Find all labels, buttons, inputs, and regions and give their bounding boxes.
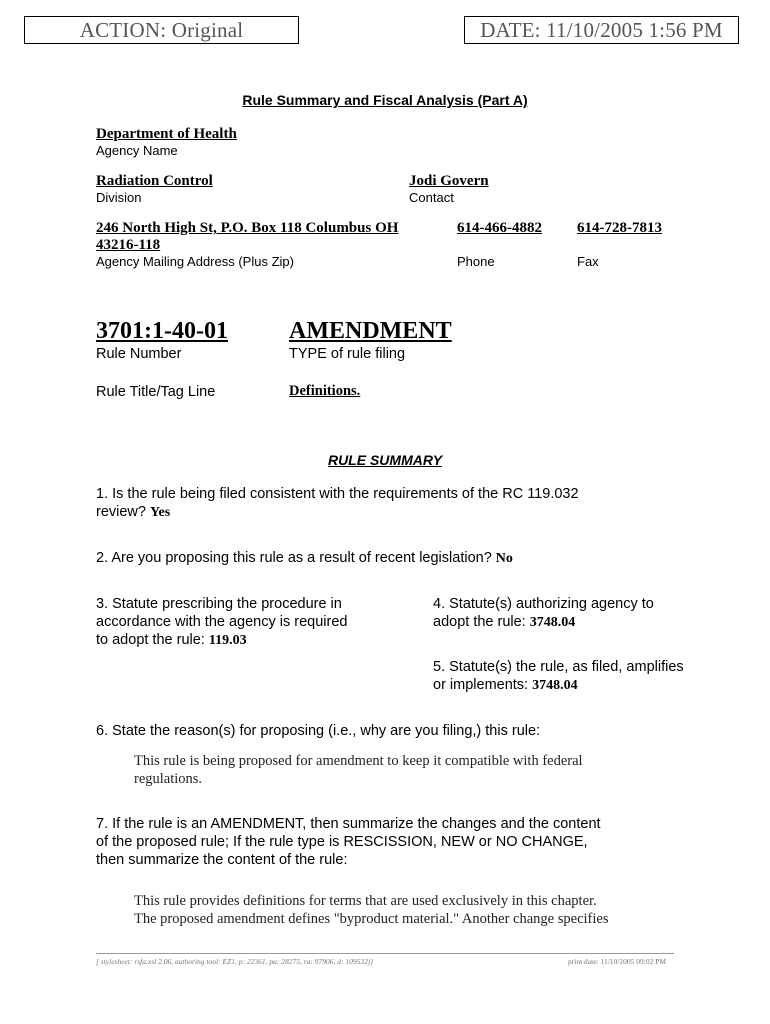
- address-label: Agency Mailing Address (Plus Zip): [96, 254, 294, 269]
- question-6-answer-line2: regulations.: [134, 771, 203, 787]
- date-box: [464, 16, 739, 44]
- contact-label: Contact: [409, 190, 454, 205]
- question-1-line2: review? Yes: [96, 504, 171, 520]
- agency-name-label: Agency Name: [96, 143, 178, 158]
- fax-label: Fax: [577, 254, 599, 269]
- question-2-answer: No: [495, 551, 513, 566]
- question-4-line1: 4. Statute(s) authorizing agency to: [433, 596, 654, 612]
- footer-stylesheet-info: [ stylesheet: rsfa.xsl 2.06, authoring tool: EZ1, p: 22361, pa: 28275, ra: 97906, d: 109532)]: [96, 957, 374, 966]
- division-label: Division: [96, 190, 142, 205]
- question-2-text: 2. Are you proposing this rule as a result of recent legislation?: [96, 550, 492, 566]
- question-7-answer: [134, 892, 608, 928]
- question-7-answer-line1: This rule provides definitions for terms that are used exclusively in this chapter.: [134, 893, 597, 909]
- question-6-text: 6. State the reason(s) for proposing (i.e., why are you filing,) this rule:: [96, 723, 541, 739]
- question-5-line1: 5. Statute(s) the rule, as filed, amplifies: [433, 659, 684, 675]
- question-1: [96, 485, 579, 522]
- fax-value: 614-728-7813: [577, 220, 662, 236]
- question-4-line2: adopt the rule: 3748.04: [433, 614, 576, 630]
- question-5: [433, 658, 684, 695]
- phone-label: Phone: [457, 254, 495, 269]
- question-3-line1: 3. Statute prescribing the procedure in: [96, 596, 342, 612]
- question-3-answer: 119.03: [208, 633, 247, 648]
- question-1-line1: 1. Is the rule being filed consistent with the requirements of the RC 119.032: [96, 486, 579, 502]
- contact-value: Jodi Govern: [409, 173, 489, 189]
- rule-title-value: Definitions.: [289, 383, 361, 399]
- question-6-answer: [134, 752, 583, 788]
- agency-name-value: Department of Health: [96, 126, 237, 142]
- question-7-line2: of the proposed rule; If the rule type is RESCISSION, NEW or NO CHANGE,: [96, 834, 588, 850]
- footer-print-date: print date: 11/10/2005 09:02 PM: [568, 957, 667, 966]
- address-line1: 246 North High St, P.O. Box 118 Columbus OH: [96, 220, 399, 236]
- question-7: [96, 815, 601, 869]
- rule-number-label: Rule Number: [96, 346, 182, 362]
- filing-type-value: AMENDMENT: [289, 318, 452, 344]
- action-text: ACTION: Original: [79, 17, 244, 42]
- question-3-line3: to adopt the rule: 119.03: [96, 632, 247, 648]
- question-7-line1: 7. If the rule is an AMENDMENT, then summarize the changes and the content: [96, 816, 601, 832]
- question-5-line2: or implements: 3748.04: [433, 677, 578, 693]
- division-value: Radiation Control: [96, 173, 213, 189]
- question-4-answer: 3748.04: [529, 615, 576, 630]
- question-1-answer: Yes: [150, 505, 171, 520]
- phone-value: 614-466-4882: [457, 220, 542, 236]
- date-text: DATE: 11/10/2005 1:56 PM: [480, 17, 723, 42]
- rule-title-label: Rule Title/Tag Line: [96, 384, 216, 400]
- rule-summary-heading: RULE SUMMARY: [327, 452, 443, 468]
- question-2: [96, 549, 513, 568]
- rule-number-value: 3701:1-40-01: [96, 318, 228, 344]
- question-4: [433, 595, 654, 632]
- footer-divider: [96, 953, 674, 954]
- address-line2: 43216-118: [96, 237, 161, 253]
- filing-type-label: TYPE of rule filing: [289, 346, 406, 362]
- question-3-line2: accordance with the agency is required: [96, 614, 348, 630]
- document-title: Rule Summary and Fiscal Analysis (Part A): [242, 92, 528, 108]
- question-5-answer: 3748.04: [532, 678, 578, 693]
- question-7-line3: then summarize the content of the rule:: [96, 852, 348, 868]
- action-box: [24, 16, 299, 44]
- question-7-answer-line2: The proposed amendment defines "byproduct material." Another change specifies: [134, 911, 609, 927]
- question-6-answer-line1: This rule is being proposed for amendment to keep it compatible with federal: [134, 753, 583, 769]
- question-3: [96, 595, 347, 650]
